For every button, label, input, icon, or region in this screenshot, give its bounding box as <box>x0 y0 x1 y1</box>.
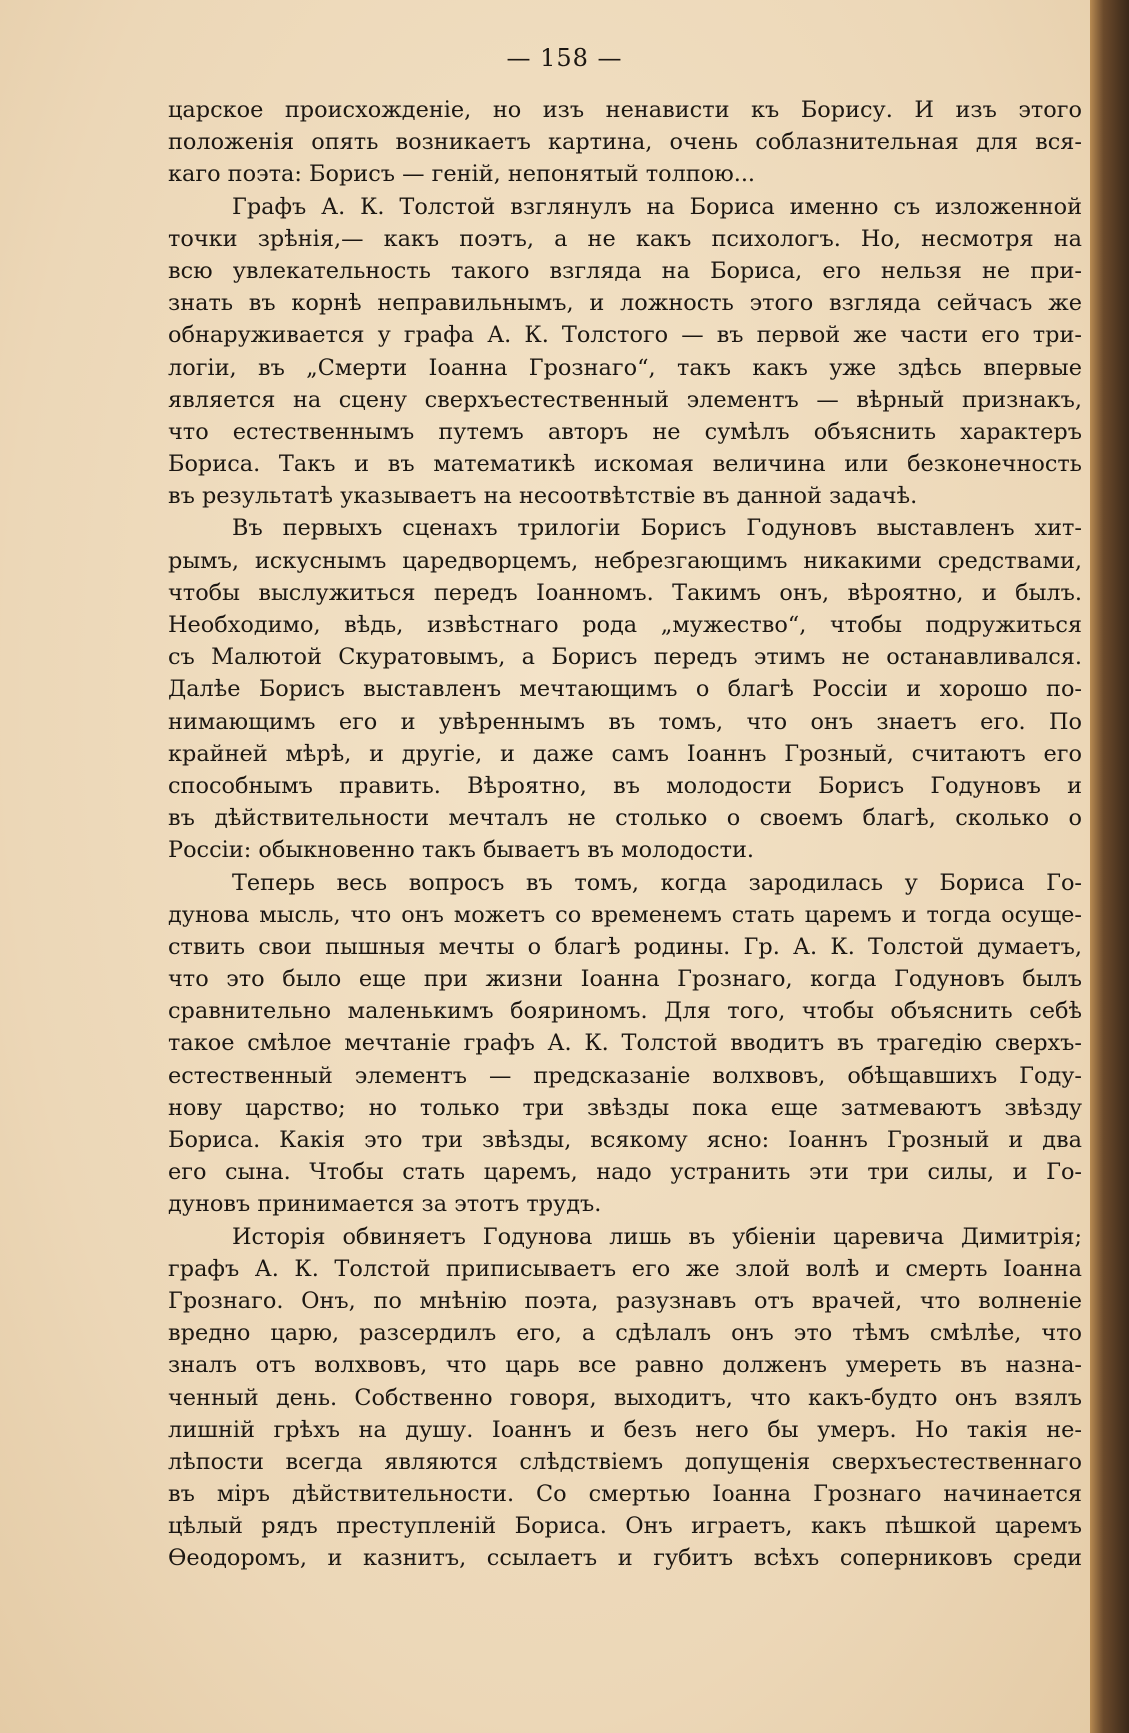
text-line: вредно царю, разсердилъ его, а сдѣлалъ онъ это тѣмъ смѣлѣе, что <box>168 1320 1082 1347</box>
text-line: обнаруживается у графа А. К. Толстого — въ первой же части его три- <box>168 322 1082 349</box>
text-line: такое смѣлое мечтаніе графъ А. К. Толстой вводитъ въ трагедію сверхъ- <box>168 1030 1082 1057</box>
text-line: точки зрѣнія,— какъ поэтъ, а не какъ психологъ. Но, несмотря на <box>168 225 1082 252</box>
text-line: положенія опять возникаетъ картина, очень соблазнительная для вся- <box>168 129 1082 156</box>
text-line: съ Малютой Скуратовымъ, а Борисъ передъ этимъ не останавливался. <box>168 644 1082 671</box>
text-line: Графъ А. К. Толстой взглянулъ на Бориса именно съ изложенной <box>232 193 1082 220</box>
text-line: цѣлый рядъ преступленій Бориса. Онъ играетъ, какъ пѣшкой царемъ <box>168 1513 1082 1540</box>
text-line: Россіи: обыкновенно такъ бываетъ въ молодости. <box>168 837 755 864</box>
text-line: дуновъ принимается за этотъ трудъ. <box>168 1191 602 1218</box>
text-line: дунова мысль, что онъ можетъ со временемъ стать царемъ и тогда осуще- <box>168 901 1082 928</box>
text-line: Бориса. Какія это три звѣзды, всякому ясно: Іоаннъ Грозный и два <box>168 1127 1082 1153</box>
text-line: ченный день. Собственно говоря, выходитъ, что какъ-будто онъ взялъ <box>168 1384 1082 1411</box>
text-line: его сына. Чтобы стать царемъ, надо устранить эти три силы, и Го- <box>168 1159 1082 1186</box>
text-line: сравнительно маленькимъ бояриномъ. Для того, чтобы объяснить себѣ <box>168 998 1082 1025</box>
text-line: рымъ, искуснымъ царедворцемъ, небрезгающимъ никакими средствами, <box>168 547 1082 574</box>
text-line: чтобы выслужиться передъ Іоанномъ. Такимъ онъ, вѣроятно, и былъ. <box>168 579 1082 606</box>
text-line: знать въ корнѣ неправильнымъ, и ложность этого взгляда сейчасъ же <box>168 290 1082 317</box>
text-line: Исторія обвиняетъ Годунова лишь въ убіеніи царевича Димитрія; <box>232 1223 1082 1250</box>
page-number: — 158 — <box>506 44 623 72</box>
text-line: Ѳеодоромъ, и казнитъ, ссылаетъ и губитъ всѣхъ соперниковъ среди <box>168 1545 1082 1572</box>
text-line: что естественнымъ путемъ авторъ не сумѣлъ объяснить характеръ <box>168 418 1082 445</box>
text-line: Теперь весь вопросъ въ томъ, когда зародилась у Бориса Го- <box>232 869 1082 896</box>
text-line: царское происхожденіе, но изъ ненависти къ Борису. И изъ этого <box>168 97 1082 123</box>
text-line: является на сцену сверхъестественный элементъ — вѣрный признакъ, <box>168 386 1082 413</box>
text-line: крайней мѣрѣ, и другіе, и даже самъ Іоаннъ Грозный, считаютъ его <box>168 740 1082 767</box>
text-line: логіи, въ „Смерти Іоанна Грознаго“, такъ какъ уже здѣсь впервые <box>168 354 1082 381</box>
paragraph <box>168 512 1082 866</box>
paragraph <box>168 867 1082 1221</box>
text-line: способнымъ править. Вѣроятно, въ молодости Борисъ Годуновъ и <box>168 772 1082 799</box>
text-line: лишній грѣхъ на душу. Іоаннъ и безъ него бы умеръ. Но такія не- <box>168 1416 1082 1443</box>
body-text <box>168 94 1082 1575</box>
paragraph <box>168 94 1082 191</box>
text-line: въ дѣйствительности мечталъ не столько о своемъ благѣ, сколько о <box>168 805 1082 832</box>
text-line: Бориса. Такъ и въ математикѣ искомая величина или безконечность <box>168 451 1082 478</box>
text-line: Необходимо, вѣдь, извѣстнаго рода „мужество“, чтобы подружиться <box>168 612 1082 638</box>
text-line: всю увлекательность такого взгляда на Бориса, его нельзя не при- <box>168 257 1082 284</box>
text-line: въ міръ дѣйствительности. Со смертью Іоанна Грознаго начинается <box>168 1481 1082 1508</box>
text-line: каго поэта: Борисъ — геній, непонятый толпою... <box>168 161 756 188</box>
text-line: Далѣе Борисъ выставленъ мечтающимъ о благѣ Россіи и хорошо по- <box>168 676 1082 703</box>
text-line: что это было еще при жизни Іоанна Грознаго, когда Годуновъ былъ <box>168 966 1082 993</box>
text-line: нимающимъ его и увѣреннымъ въ томъ, что онъ знаетъ его. По <box>168 708 1082 735</box>
text-line: ствить свои пышныя мечты о благѣ родины. Гр. А. К. Толстой думаетъ, <box>168 933 1082 960</box>
paragraph <box>168 191 1082 513</box>
text-line: нову царство; но только три звѣзды пока еще затмеваютъ звѣзду <box>168 1094 1082 1121</box>
paragraph <box>168 1221 1082 1575</box>
text-line: Грознаго. Онъ, по мнѣнію поэта, разузнавъ отъ врачей, что волненіе <box>168 1287 1082 1314</box>
text-line: зналъ отъ волхвовъ, что царь все равно долженъ умереть въ назна- <box>168 1352 1082 1379</box>
text-line: въ результатѣ указываетъ на несоотвѣтствіе въ данной задачѣ. <box>168 483 918 510</box>
text-line: графъ А. К. Толстой приписываетъ его же злой волѣ и смерть Іоанна <box>168 1255 1082 1282</box>
text-line: лѣпости всегда являются слѣдствіемъ допущенія сверхъестественнаго <box>168 1448 1082 1475</box>
text-line: Въ первыхъ сценахъ трилогіи Борисъ Годуновъ выставленъ хит- <box>232 515 1082 542</box>
text-line: естественный элементъ — предсказаніе волхвовъ, обѣщавшихъ Году- <box>168 1062 1082 1089</box>
page-edge <box>1090 0 1129 1733</box>
